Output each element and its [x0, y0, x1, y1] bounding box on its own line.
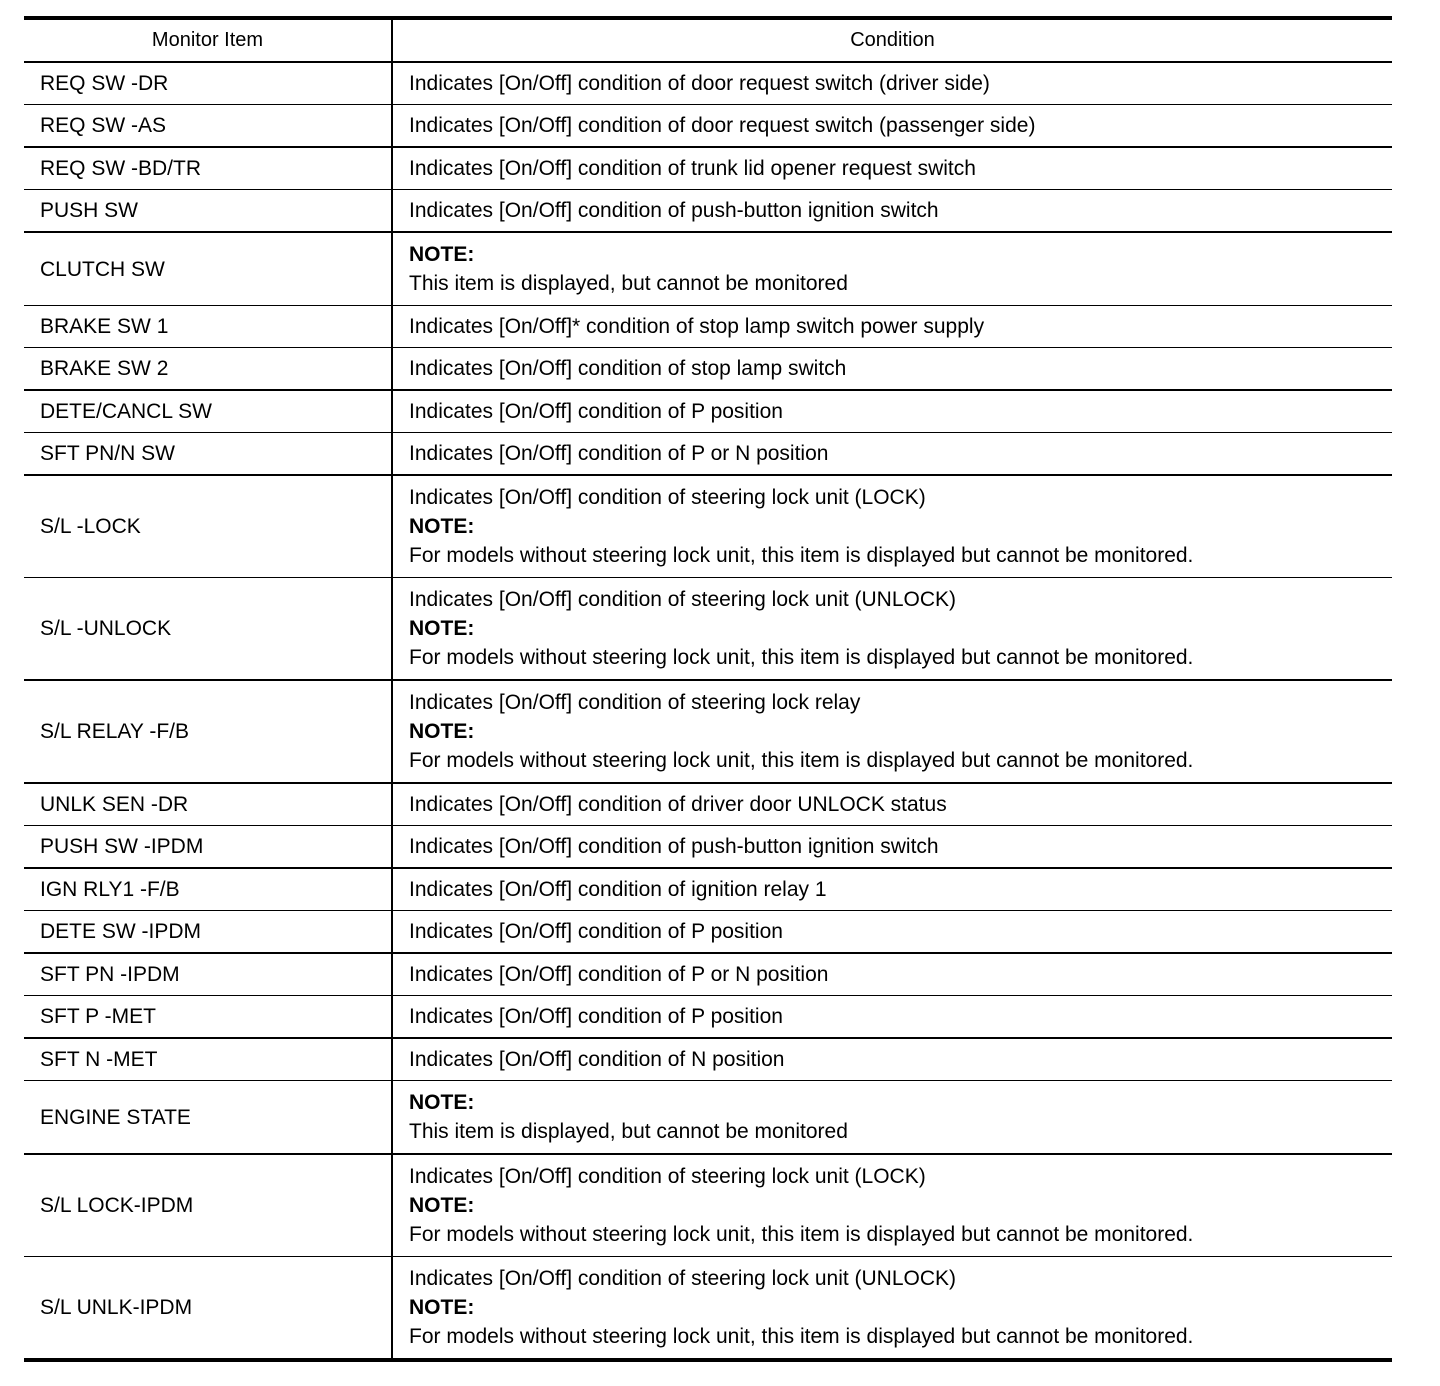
- table-row: [24, 190, 1392, 233]
- table-row: [24, 348, 1392, 391]
- condition-text: Indicates [On/Off] condition of P position: [409, 1005, 783, 1028]
- note-label: NOTE:: [409, 1194, 475, 1217]
- table-row: [24, 996, 1392, 1039]
- note-label: NOTE:: [409, 720, 475, 743]
- condition-text: Indicates [On/Off] condition of door request switch (passenger side): [409, 114, 1036, 137]
- monitor-item-cell: BRAKE SW 2: [24, 348, 392, 391]
- note-text: For models without steering lock unit, this item is displayed but cannot be monitored.: [409, 1223, 1194, 1246]
- condition-text: Indicates [On/Off] condition of N position: [409, 1048, 785, 1071]
- condition-text: Indicates [On/Off]* condition of stop lamp switch power supply: [409, 315, 985, 338]
- table-row: [24, 147, 1392, 190]
- condition-text: Indicates [On/Off] condition of steering lock unit (UNLOCK): [409, 588, 957, 611]
- monitor-item-cell: PUSH SW -IPDM: [24, 826, 392, 869]
- monitor-item-cell: CLUTCH SW: [24, 232, 392, 306]
- monitor-item-cell: S/L RELAY -F/B: [24, 680, 392, 783]
- monitor-item-cell: SFT PN -IPDM: [24, 953, 392, 996]
- monitor-item-cell: S/L -UNLOCK: [24, 578, 392, 681]
- condition-cell: [392, 62, 1392, 105]
- monitor-item-cell: SFT P -MET: [24, 996, 392, 1039]
- table-row: [24, 868, 1392, 911]
- note-text: For models without steering lock unit, this item is displayed but cannot be monitored.: [409, 749, 1194, 772]
- condition-text: Indicates [On/Off] condition of steering lock unit (LOCK): [409, 486, 926, 509]
- condition-cell: [392, 433, 1392, 476]
- table-row: [24, 105, 1392, 148]
- monitor-item-cell: UNLK SEN -DR: [24, 783, 392, 826]
- table-row: [24, 680, 1392, 783]
- monitor-item-cell: DETE/CANCL SW: [24, 390, 392, 433]
- condition-text: Indicates [On/Off] condition of push-button ignition switch: [409, 835, 939, 858]
- table-row: [24, 1081, 1392, 1155]
- column-header-monitor-item: Monitor Item: [24, 18, 392, 62]
- monitor-item-cell: REQ SW -AS: [24, 105, 392, 148]
- condition-text: Indicates [On/Off] condition of driver door UNLOCK status: [409, 793, 947, 816]
- monitor-item-cell: S/L UNLK-IPDM: [24, 1257, 392, 1361]
- table-row: [24, 826, 1392, 869]
- table-row: [24, 911, 1392, 954]
- condition-text: Indicates [On/Off] condition of trunk lid opener request switch: [409, 157, 976, 180]
- condition-cell: [392, 953, 1392, 996]
- monitor-item-cell: SFT PN/N SW: [24, 433, 392, 476]
- condition-text: Indicates [On/Off] condition of steering lock unit (LOCK): [409, 1165, 926, 1188]
- monitor-item-cell: REQ SW -DR: [24, 62, 392, 105]
- table-row: [24, 783, 1392, 826]
- condition-text: Indicates [On/Off] condition of P or N position: [409, 442, 829, 465]
- condition-text: Indicates [On/Off] condition of stop lamp switch: [409, 357, 847, 380]
- condition-cell: [392, 1257, 1392, 1361]
- condition-text: Indicates [On/Off] condition of P position: [409, 400, 783, 423]
- condition-text: Indicates [On/Off] condition of steering lock unit (UNLOCK): [409, 1267, 957, 1290]
- note-label: NOTE:: [409, 1091, 475, 1114]
- table-row: [24, 475, 1392, 578]
- monitor-item-cell: SFT N -MET: [24, 1038, 392, 1081]
- note-label: NOTE:: [409, 243, 475, 266]
- condition-cell: [392, 868, 1392, 911]
- condition-cell: [392, 475, 1392, 578]
- table-row: [24, 1038, 1392, 1081]
- table-row: [24, 1257, 1392, 1361]
- monitor-item-cell: S/L -LOCK: [24, 475, 392, 578]
- note-label: NOTE:: [409, 1296, 475, 1319]
- condition-cell: [392, 911, 1392, 954]
- condition-text: Indicates [On/Off] condition of ignition relay 1: [409, 878, 827, 901]
- condition-cell: [392, 147, 1392, 190]
- table-row: [24, 1154, 1392, 1257]
- condition-cell: [392, 232, 1392, 306]
- condition-cell: [392, 306, 1392, 348]
- condition-text: Indicates [On/Off] condition of P or N position: [409, 963, 829, 986]
- table-row: [24, 62, 1392, 105]
- condition-text: Indicates [On/Off] condition of door request switch (driver side): [409, 72, 990, 95]
- condition-text: Indicates [On/Off] condition of steering lock relay: [409, 691, 861, 714]
- table-header-row: [24, 18, 1392, 62]
- monitor-item-cell: ENGINE STATE: [24, 1081, 392, 1155]
- condition-cell: [392, 996, 1392, 1039]
- monitor-item-cell: BRAKE SW 1: [24, 306, 392, 348]
- condition-text: This item is displayed, but cannot be monitored: [409, 272, 848, 295]
- condition-cell: [392, 390, 1392, 433]
- condition-cell: [392, 783, 1392, 826]
- table-row: [24, 232, 1392, 306]
- condition-cell: [392, 105, 1392, 148]
- table-row: [24, 433, 1392, 476]
- condition-cell: [392, 1038, 1392, 1081]
- note-text: For models without steering lock unit, this item is displayed but cannot be monitored.: [409, 1325, 1194, 1348]
- column-header-condition: Condition: [392, 18, 1392, 62]
- condition-cell: [392, 348, 1392, 391]
- condition-cell: [392, 578, 1392, 681]
- note-label: NOTE:: [409, 617, 475, 640]
- monitor-item-cell: PUSH SW: [24, 190, 392, 233]
- condition-cell: [392, 1081, 1392, 1155]
- condition-cell: [392, 190, 1392, 233]
- table-row: [24, 390, 1392, 433]
- condition-text: Indicates [On/Off] condition of push-button ignition switch: [409, 199, 939, 222]
- table-row: [24, 306, 1392, 348]
- monitor-item-cell: DETE SW -IPDM: [24, 911, 392, 954]
- condition-text: This item is displayed, but cannot be monitored: [409, 1120, 848, 1143]
- monitor-item-table: [24, 16, 1392, 1362]
- note-text: For models without steering lock unit, this item is displayed but cannot be monitored.: [409, 646, 1194, 669]
- note-label: NOTE:: [409, 515, 475, 538]
- condition-cell: [392, 826, 1392, 869]
- condition-cell: [392, 680, 1392, 783]
- table-row: [24, 953, 1392, 996]
- condition-text: Indicates [On/Off] condition of P position: [409, 920, 783, 943]
- condition-cell: [392, 1154, 1392, 1257]
- monitor-item-cell: IGN RLY1 -F/B: [24, 868, 392, 911]
- monitor-item-cell: REQ SW -BD/TR: [24, 147, 392, 190]
- monitor-item-cell: S/L LOCK-IPDM: [24, 1154, 392, 1257]
- table-row: [24, 578, 1392, 681]
- note-text: For models without steering lock unit, this item is displayed but cannot be monitored.: [409, 544, 1194, 567]
